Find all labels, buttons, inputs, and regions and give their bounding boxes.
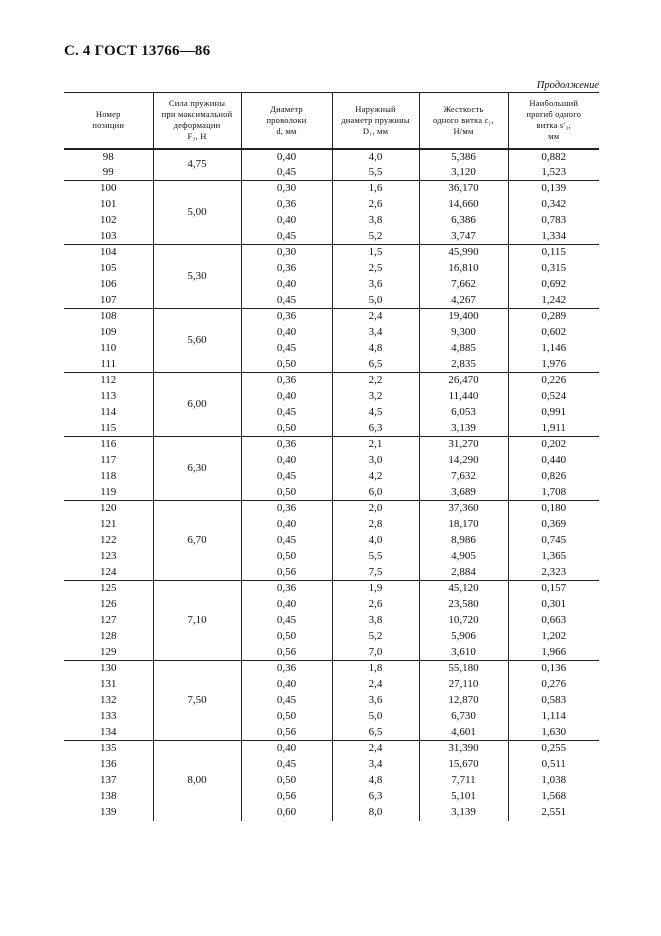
stiffness-cell: 2,884 xyxy=(419,565,508,581)
header-line: D₁, мм xyxy=(362,125,389,136)
position-number-cell: 114 xyxy=(100,406,117,418)
table-row xyxy=(64,757,599,773)
spring-force-cell: 6,70 xyxy=(153,501,241,581)
deflection-cell: 0,289 xyxy=(508,309,599,325)
stiffness-cell: 5,906 xyxy=(419,629,508,645)
outer-diameter-cell: 2,6 xyxy=(332,197,419,213)
spring-force-cell: 8,00 xyxy=(153,741,241,821)
deflection-cell: 0,342 xyxy=(508,197,599,213)
stiffness-cell: 31,390 xyxy=(419,741,508,757)
spring-force-cell: 7,50 xyxy=(153,661,241,741)
header-line: Жесткость xyxy=(443,103,484,114)
wire-diameter-cell: 0,60 xyxy=(241,805,332,821)
deflection-cell: 1,966 xyxy=(508,645,599,661)
deflection-cell: 1,202 xyxy=(508,629,599,645)
table-row xyxy=(64,677,599,693)
header-line: деформации xyxy=(173,120,221,131)
wire-diameter-cell: 0,56 xyxy=(241,565,332,581)
wire-diameter-cell: 0,36 xyxy=(241,373,332,389)
table-row xyxy=(64,389,599,405)
wire-diameter-cell: 0,50 xyxy=(241,357,332,373)
position-number-cell: 123 xyxy=(100,550,117,562)
table-row xyxy=(64,517,599,533)
position-number-cell: 128 xyxy=(100,630,117,642)
page-title: С. 4 ГОСТ 13766—86 xyxy=(64,43,211,59)
wire-diameter-cell: 0,56 xyxy=(241,645,332,661)
deflection-cell: 0,745 xyxy=(508,533,599,549)
wire-diameter-cell: 0,45 xyxy=(241,341,332,357)
wire-diameter-cell: 0,50 xyxy=(241,629,332,645)
outer-diameter-cell: 6,0 xyxy=(332,485,419,501)
stiffness-cell: 7,711 xyxy=(419,773,508,789)
spring-force-cell: 7,10 xyxy=(153,581,241,661)
position-number-cell: 98 xyxy=(64,149,153,165)
table-row xyxy=(64,309,599,325)
table-row xyxy=(64,213,599,229)
stiffness-cell: 5,101 xyxy=(419,789,508,805)
outer-diameter-cell: 3,8 xyxy=(332,213,419,229)
stiffness-cell: 14,660 xyxy=(419,197,508,213)
outer-diameter-cell: 1,8 xyxy=(332,661,419,677)
table-row xyxy=(64,341,599,357)
position-number-cell: 139 xyxy=(100,806,117,818)
header-line: Наибольший xyxy=(529,98,579,109)
table-row xyxy=(64,453,599,469)
position-number-cell: 125 xyxy=(64,581,153,597)
table-row xyxy=(64,501,599,517)
wire-diameter-cell: 0,45 xyxy=(241,757,332,773)
position-number-cell: 124 xyxy=(100,565,117,578)
header-line: Сила пружины xyxy=(168,98,226,109)
wire-diameter-cell: 0,56 xyxy=(241,789,332,805)
table-row xyxy=(64,789,599,805)
position-number-cell: 127 xyxy=(100,614,117,626)
position-number-cell: 106 xyxy=(100,278,117,290)
table-row xyxy=(64,709,599,725)
wire-diameter-cell: 0,30 xyxy=(241,245,332,261)
position-number-cell: 102 xyxy=(100,214,117,226)
wire-diameter-cell: 0,45 xyxy=(241,229,332,245)
header-line: F₃, Н xyxy=(187,131,207,142)
deflection-cell: 1,708 xyxy=(508,485,599,501)
outer-diameter-cell: 5,2 xyxy=(332,629,419,645)
deflection-cell: 0,136 xyxy=(508,661,599,677)
stiffness-cell: 3,120 xyxy=(419,165,508,181)
stiffness-cell: 6,386 xyxy=(419,213,508,229)
wire-diameter-cell: 0,40 xyxy=(241,597,332,613)
outer-diameter-cell: 5,0 xyxy=(332,709,419,725)
position-number-cell: 138 xyxy=(100,790,117,802)
stiffness-cell: 26,470 xyxy=(419,373,508,389)
position-number-cell: 99 xyxy=(102,165,114,178)
stiffness-cell: 12,870 xyxy=(419,693,508,709)
position-number-cell: 109 xyxy=(100,326,117,338)
position-number-cell: 126 xyxy=(100,598,117,610)
outer-diameter-cell: 5,0 xyxy=(332,293,419,309)
table-row xyxy=(64,469,599,485)
wire-diameter-cell: 0,36 xyxy=(241,661,332,677)
table-row xyxy=(64,773,599,789)
stiffness-cell: 2,835 xyxy=(419,357,508,373)
spring-force-cell: 5,00 xyxy=(153,181,241,245)
position-number-cell: 119 xyxy=(100,485,117,498)
outer-diameter-cell: 2,2 xyxy=(332,373,419,389)
deflection-cell: 0,369 xyxy=(508,517,599,533)
table-row xyxy=(64,293,599,309)
stiffness-cell: 8,986 xyxy=(419,533,508,549)
outer-diameter-cell: 3,2 xyxy=(332,389,419,405)
table-row xyxy=(64,229,599,245)
wire-diameter-cell: 0,50 xyxy=(241,773,332,789)
table-row xyxy=(64,357,599,373)
outer-diameter-cell: 4,0 xyxy=(332,533,419,549)
deflection-cell: 0,157 xyxy=(508,581,599,597)
header-line: при максимальной xyxy=(161,109,233,120)
outer-diameter-cell: 3,8 xyxy=(332,613,419,629)
position-number-cell: 136 xyxy=(100,758,117,770)
deflection-cell: 1,114 xyxy=(508,709,599,725)
position-number-cell: 116 xyxy=(64,437,153,453)
outer-diameter-cell: 2,1 xyxy=(332,437,419,453)
wire-diameter-cell: 0,36 xyxy=(241,581,332,597)
stiffness-cell: 18,170 xyxy=(419,517,508,533)
outer-diameter-cell: 2,4 xyxy=(332,677,419,693)
wire-diameter-cell: 0,50 xyxy=(241,709,332,725)
deflection-cell: 1,523 xyxy=(508,165,599,181)
spring-force-cell: 4,75 xyxy=(153,149,241,181)
position-number-cell: 133 xyxy=(100,710,117,722)
outer-diameter-cell: 1,9 xyxy=(332,581,419,597)
wire-diameter-cell: 0,45 xyxy=(241,165,332,181)
table-row xyxy=(64,437,599,453)
position-number-cell: 132 xyxy=(100,694,117,706)
table-row xyxy=(64,581,599,597)
table-row xyxy=(64,149,599,165)
table-row xyxy=(64,181,599,197)
position-number-cell: 120 xyxy=(64,501,153,517)
stiffness-cell: 55,180 xyxy=(419,661,508,677)
wire-diameter-cell: 0,30 xyxy=(241,181,332,197)
wire-diameter-cell: 0,40 xyxy=(241,325,332,341)
deflection-cell: 0,511 xyxy=(508,757,599,773)
table-row xyxy=(64,613,599,629)
header-line: одного витка c₁, xyxy=(432,114,494,125)
outer-diameter-cell: 2,4 xyxy=(332,309,419,325)
position-number-cell: 122 xyxy=(100,534,117,546)
position-number-cell: 121 xyxy=(100,518,117,530)
deflection-cell: 1,568 xyxy=(508,789,599,805)
position-number-cell: 115 xyxy=(100,421,117,434)
outer-diameter-cell: 3,6 xyxy=(332,693,419,709)
position-number-cell: 112 xyxy=(64,373,153,389)
position-number-cell: 134 xyxy=(100,725,117,738)
table-row xyxy=(64,197,599,213)
stiffness-cell: 4,885 xyxy=(419,341,508,357)
deflection-cell: 1,038 xyxy=(508,773,599,789)
outer-diameter-cell: 2,5 xyxy=(332,261,419,277)
outer-diameter-cell: 3,4 xyxy=(332,325,419,341)
wire-diameter-cell: 0,45 xyxy=(241,469,332,485)
stiffness-cell: 9,300 xyxy=(419,325,508,341)
outer-diameter-cell: 3,6 xyxy=(332,277,419,293)
continuation-label: Продолжение xyxy=(536,80,599,91)
wire-diameter-cell: 0,45 xyxy=(241,293,332,309)
table-row xyxy=(64,725,599,741)
table-row xyxy=(64,325,599,341)
outer-diameter-cell: 1,6 xyxy=(332,181,419,197)
header-line: позиции xyxy=(92,120,125,131)
deflection-cell: 2,551 xyxy=(508,805,599,821)
wire-diameter-cell: 0,36 xyxy=(241,437,332,453)
wire-diameter-cell: 0,36 xyxy=(241,197,332,213)
header-line: диаметр пружины xyxy=(341,114,410,125)
outer-diameter-cell: 7,5 xyxy=(332,565,419,581)
position-number-cell: 129 xyxy=(100,645,117,658)
header-line: Наружный xyxy=(355,103,396,114)
outer-diameter-cell: 5,5 xyxy=(332,165,419,181)
wire-diameter-cell: 0,45 xyxy=(241,405,332,421)
deflection-cell: 2,323 xyxy=(508,565,599,581)
deflection-cell: 0,882 xyxy=(508,149,599,165)
outer-diameter-cell: 4,8 xyxy=(332,773,419,789)
stiffness-cell: 3,747 xyxy=(419,229,508,245)
table-row xyxy=(64,693,599,709)
header-coil-stiffness xyxy=(419,93,508,149)
wire-diameter-cell: 0,36 xyxy=(241,309,332,325)
stiffness-cell: 31,270 xyxy=(419,437,508,453)
table-row xyxy=(64,165,599,181)
table-row xyxy=(64,565,599,581)
header-line: d, мм xyxy=(276,125,297,136)
wire-diameter-cell: 0,40 xyxy=(241,277,332,293)
stiffness-cell: 14,290 xyxy=(419,453,508,469)
header-wire-diameter xyxy=(241,93,332,149)
outer-diameter-cell: 4,8 xyxy=(332,341,419,357)
outer-diameter-cell: 3,4 xyxy=(332,757,419,773)
table-row xyxy=(64,405,599,421)
outer-diameter-cell: 2,8 xyxy=(332,517,419,533)
header-line: Н/мм xyxy=(453,125,474,136)
outer-diameter-cell: 3,0 xyxy=(332,453,419,469)
deflection-cell: 0,115 xyxy=(508,245,599,261)
spring-force-cell: 5,60 xyxy=(153,309,241,373)
table-row xyxy=(64,597,599,613)
table-row xyxy=(64,261,599,277)
table-row xyxy=(64,533,599,549)
deflection-cell: 0,301 xyxy=(508,597,599,613)
deflection-cell: 0,663 xyxy=(508,613,599,629)
header-spring-force xyxy=(153,93,241,149)
wire-diameter-cell: 0,50 xyxy=(241,485,332,501)
wire-diameter-cell: 0,40 xyxy=(241,453,332,469)
outer-diameter-cell: 4,2 xyxy=(332,469,419,485)
table-row xyxy=(64,277,599,293)
table-row xyxy=(64,549,599,565)
header-line: Номер xyxy=(95,109,121,120)
outer-diameter-cell: 6,5 xyxy=(332,357,419,373)
stiffness-cell: 6,053 xyxy=(419,405,508,421)
deflection-cell: 0,602 xyxy=(508,325,599,341)
deflection-cell: 0,226 xyxy=(508,373,599,389)
deflection-cell: 0,783 xyxy=(508,213,599,229)
deflection-cell: 1,242 xyxy=(508,293,599,309)
outer-diameter-cell: 2,0 xyxy=(332,501,419,517)
wire-diameter-cell: 0,36 xyxy=(241,261,332,277)
stiffness-cell: 45,120 xyxy=(419,581,508,597)
deflection-cell: 1,630 xyxy=(508,725,599,741)
deflection-cell: 1,334 xyxy=(508,229,599,245)
position-number-cell: 100 xyxy=(64,181,153,197)
header-line: витка s′₃, xyxy=(536,120,571,131)
position-number-cell: 117 xyxy=(100,454,117,466)
wire-diameter-cell: 0,40 xyxy=(241,677,332,693)
header-line: мм xyxy=(548,131,560,142)
position-number-cell: 130 xyxy=(64,661,153,677)
deflection-cell: 0,692 xyxy=(508,277,599,293)
deflection-cell: 0,991 xyxy=(508,405,599,421)
stiffness-cell: 3,610 xyxy=(419,645,508,661)
position-number-cell: 113 xyxy=(100,390,117,402)
position-number-cell: 137 xyxy=(100,774,117,786)
table-row xyxy=(64,741,599,757)
table-row xyxy=(64,421,599,437)
stiffness-cell: 6,730 xyxy=(419,709,508,725)
wire-diameter-cell: 0,40 xyxy=(241,149,332,165)
header-max-coil-deflection xyxy=(508,93,599,149)
stiffness-cell: 23,580 xyxy=(419,597,508,613)
outer-diameter-cell: 4,0 xyxy=(332,149,419,165)
spring-force-cell: 6,30 xyxy=(153,437,241,501)
stiffness-cell: 4,601 xyxy=(419,725,508,741)
wire-diameter-cell: 0,50 xyxy=(241,421,332,437)
outer-diameter-cell: 2,6 xyxy=(332,597,419,613)
deflection-cell: 0,202 xyxy=(508,437,599,453)
outer-diameter-cell: 6,3 xyxy=(332,421,419,437)
wire-diameter-cell: 0,45 xyxy=(241,533,332,549)
outer-diameter-cell: 1,5 xyxy=(332,245,419,261)
stiffness-cell: 3,139 xyxy=(419,421,508,437)
position-number-cell: 108 xyxy=(64,309,153,325)
wire-diameter-cell: 0,40 xyxy=(241,741,332,757)
position-number-cell: 105 xyxy=(100,262,117,274)
header-line: проволоки xyxy=(266,114,307,125)
stiffness-cell: 4,905 xyxy=(419,549,508,565)
wire-diameter-cell: 0,40 xyxy=(241,213,332,229)
position-number-cell: 103 xyxy=(100,229,117,242)
spring-force-cell: 6,00 xyxy=(153,373,241,437)
deflection-cell: 1,976 xyxy=(508,357,599,373)
header-position-number xyxy=(64,93,153,149)
stiffness-cell: 11,440 xyxy=(419,389,508,405)
table-row xyxy=(64,805,599,821)
stiffness-cell: 15,670 xyxy=(419,757,508,773)
outer-diameter-cell: 4,5 xyxy=(332,405,419,421)
position-number-cell: 110 xyxy=(100,342,117,354)
stiffness-cell: 5,386 xyxy=(419,149,508,165)
table-row xyxy=(64,645,599,661)
position-number-cell: 118 xyxy=(100,470,117,482)
position-number-cell: 101 xyxy=(100,198,117,210)
position-number-cell: 104 xyxy=(64,245,153,261)
outer-diameter-cell: 6,5 xyxy=(332,725,419,741)
outer-diameter-cell: 5,5 xyxy=(332,549,419,565)
wire-diameter-cell: 0,40 xyxy=(241,389,332,405)
spring-parameters-table xyxy=(64,92,599,821)
stiffness-cell: 19,400 xyxy=(419,309,508,325)
deflection-cell: 0,440 xyxy=(508,453,599,469)
header-line: Диаметр xyxy=(270,103,303,114)
table-row xyxy=(64,373,599,389)
position-number-cell: 131 xyxy=(100,678,117,690)
outer-diameter-cell: 8,0 xyxy=(332,805,419,821)
header-line: прогиб одного xyxy=(526,109,582,120)
stiffness-cell: 36,170 xyxy=(419,181,508,197)
position-number-cell: 111 xyxy=(100,357,117,370)
wire-diameter-cell: 0,40 xyxy=(241,517,332,533)
wire-diameter-cell: 0,45 xyxy=(241,693,332,709)
wire-diameter-cell: 0,56 xyxy=(241,725,332,741)
outer-diameter-cell: 6,3 xyxy=(332,789,419,805)
deflection-cell: 1,365 xyxy=(508,549,599,565)
deflection-cell: 0,826 xyxy=(508,469,599,485)
table-header-row xyxy=(64,93,599,149)
header-outer-diameter xyxy=(332,93,419,149)
deflection-cell: 0,583 xyxy=(508,693,599,709)
table-row xyxy=(64,661,599,677)
stiffness-cell: 16,810 xyxy=(419,261,508,277)
table-row xyxy=(64,485,599,501)
deflection-cell: 0,276 xyxy=(508,677,599,693)
deflection-cell: 1,146 xyxy=(508,341,599,357)
stiffness-cell: 27,110 xyxy=(419,677,508,693)
wire-diameter-cell: 0,50 xyxy=(241,549,332,565)
table-row xyxy=(64,245,599,261)
stiffness-cell: 4,267 xyxy=(419,293,508,309)
stiffness-cell: 45,990 xyxy=(419,245,508,261)
outer-diameter-cell: 2,4 xyxy=(332,741,419,757)
stiffness-cell: 7,632 xyxy=(419,469,508,485)
wire-diameter-cell: 0,45 xyxy=(241,613,332,629)
deflection-cell: 0,524 xyxy=(508,389,599,405)
table-body xyxy=(64,149,599,821)
wire-diameter-cell: 0,36 xyxy=(241,501,332,517)
position-number-cell: 135 xyxy=(64,741,153,757)
stiffness-cell: 7,662 xyxy=(419,277,508,293)
deflection-cell: 0,315 xyxy=(508,261,599,277)
outer-diameter-cell: 5,2 xyxy=(332,229,419,245)
stiffness-cell: 37,360 xyxy=(419,501,508,517)
stiffness-cell: 3,139 xyxy=(419,805,508,821)
deflection-cell: 0,139 xyxy=(508,181,599,197)
outer-diameter-cell: 7,0 xyxy=(332,645,419,661)
table-row xyxy=(64,629,599,645)
deflection-cell: 0,255 xyxy=(508,741,599,757)
deflection-cell: 0,180 xyxy=(508,501,599,517)
position-number-cell: 107 xyxy=(100,293,117,306)
spring-force-cell: 5,30 xyxy=(153,245,241,309)
stiffness-cell: 3,689 xyxy=(419,485,508,501)
stiffness-cell: 10,720 xyxy=(419,613,508,629)
deflection-cell: 1,911 xyxy=(508,421,599,437)
